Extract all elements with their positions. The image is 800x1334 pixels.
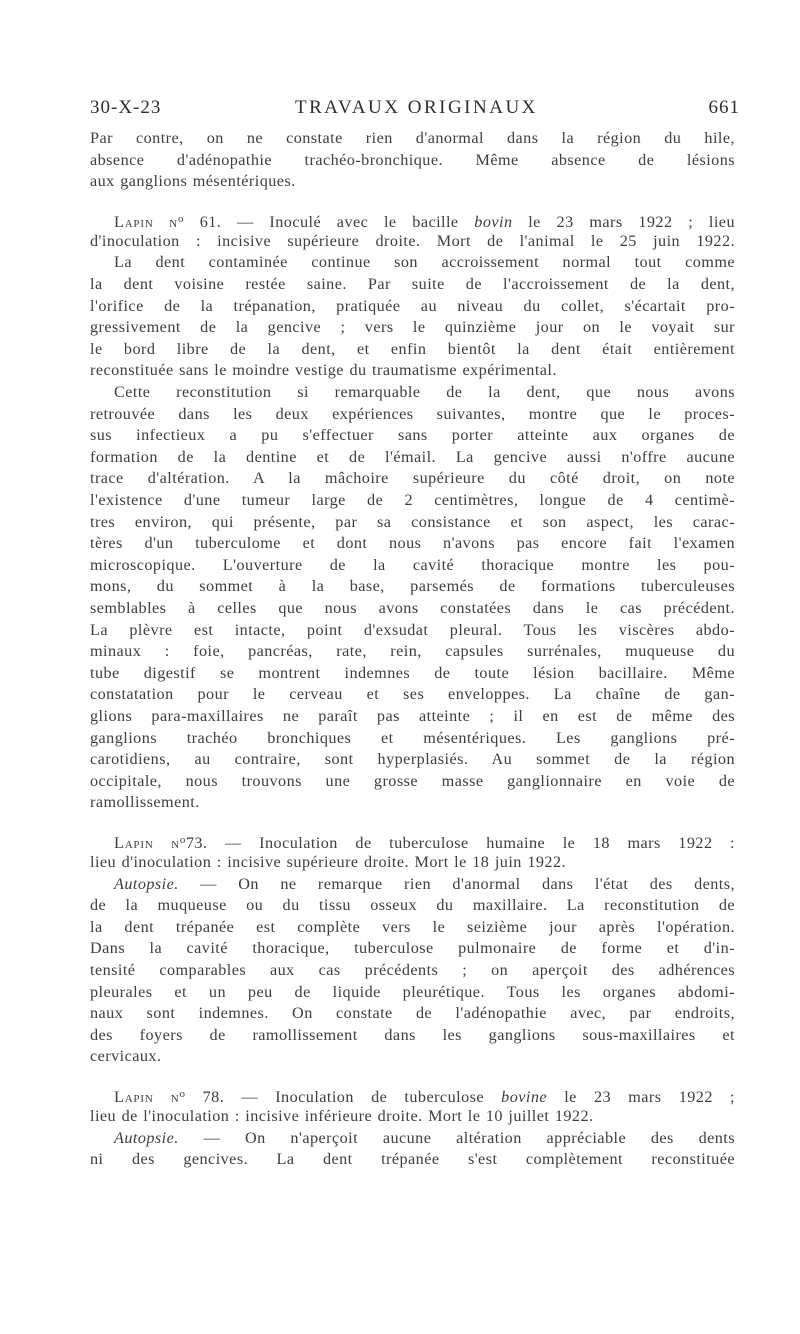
paragraph: [90, 128, 735, 193]
text-run: 61. — Inoculé avec le bacille: [184, 213, 475, 232]
page-number: 661: [708, 97, 740, 118]
text-line: lieu de l'inoculation : incisive inférieure droite. Mort le 10 juillet 1922.: [90, 1107, 594, 1126]
header-title: TRAVAUX ORIGINAUX: [295, 97, 538, 118]
paragraph: [90, 1084, 735, 1127]
text-line: tube digestif se montrent indemnes de toute lésion bacillaire. Même: [90, 663, 735, 682]
paragraph: [90, 209, 735, 382]
text-line: minaux : foie, pancréas, rate, rein, capsules surrénales, muqueuse du: [90, 642, 735, 661]
paragraph: [90, 1128, 735, 1171]
text-line: de la muqueuse ou du tissu osseux du maxillaire. La reconstitution de: [90, 896, 735, 915]
text-line: carotidiens, au contraire, sont hyperplasiés. Au sommet de la région: [90, 750, 735, 769]
text-line: Par contre, on ne constate rien d'anormal dans la région du hile,: [90, 129, 735, 147]
text-line: absence d'adénopathie trachéo-bronchique. Même absence de lésions: [90, 150, 735, 169]
text-line: d'inoculation : incisive supérieure droite. Mort de l'animal le 25 juin 1922.: [90, 231, 735, 250]
text-run: 78. — Inoculation de tuberculose: [185, 1088, 502, 1107]
number-abbrev: n: [170, 1088, 180, 1107]
paragraph: [90, 382, 735, 814]
document-body: [90, 128, 735, 1171]
emphasis: bovine: [501, 1088, 548, 1107]
text-line: cervicaux.: [90, 1047, 162, 1066]
text-line: [90, 1084, 735, 1106]
paragraph: [90, 830, 735, 873]
text-line: Cette reconstitution si remarquable de la dent, que nous avons: [114, 383, 735, 402]
text-line: l'existence d'une tumeur large de 2 centimètres, longue de 4 centimè-: [90, 491, 735, 509]
text-line: [90, 209, 735, 231]
text-run: — On n'aperçoit aucune altération appréciable des dents: [178, 1128, 735, 1147]
text-run: — On ne remarque rien d'anormal dans l'état des dents,: [178, 874, 735, 893]
text-line: occipitale, nous trouvons une grosse masse ganglionnaire en voie de: [90, 771, 735, 790]
text-line: tres environ, qui présente, par sa consistance et son aspect, les carac-: [90, 512, 735, 531]
header-date: 30-X-23: [90, 97, 162, 118]
text-line: semblables à celles que nous avons constatées dans le cas précédent.: [90, 598, 735, 617]
text-line: aux ganglions mésentériques.: [90, 172, 296, 191]
number-abbrev: n: [169, 213, 179, 232]
text-line: Dans la cavité thoracique, tuberculose pulmonaire de forme et d'in-: [90, 939, 735, 958]
text-line: ramollissement.: [90, 793, 200, 812]
text-line: l'orifice de la trépanation, pratiquée au niveau du collet, s'écartait pro-: [90, 296, 735, 315]
text-line: mons, du sommet à la base, parsemés de formations tuberculeuses: [90, 577, 735, 596]
text-line: naux sont indemnes. On constate de l'adénopathie avec, par endroits,: [90, 1004, 735, 1023]
text-line: La plèvre est intacte, point d'exsudat pleural. Tous les viscères abdo-: [90, 620, 735, 639]
text-line: ganglions trachéo bronchiques et mésentériques. Les ganglions pré-: [90, 728, 735, 747]
running-header: [90, 97, 740, 127]
paragraph: [90, 874, 735, 1068]
text-line: [90, 1128, 735, 1150]
text-line: La dent contaminée continue son accroissement normal tout comme: [114, 253, 735, 272]
text-line: formation de la dentine et de l'émail. La gencive aussi n'offre aucune: [90, 447, 735, 466]
text-line: le bord libre de la dent, et enfin bientôt la dent était entièrement: [90, 339, 735, 358]
text-line: sus infectieux a pu s'effectuer sans porter atteinte aux organes de: [90, 426, 735, 445]
number-sup: o: [179, 834, 186, 847]
text-line: des foyers de ramollissement dans les ganglions sous-maxillaires et: [90, 1025, 735, 1044]
emphasis: bovin: [474, 213, 513, 232]
text-line: tères d'un tuberculome et dont nous n'avons pas encore fait l'examen: [90, 534, 735, 553]
number-sup: o: [179, 1088, 186, 1101]
text-line: pleurales et un peu de liquide pleurétique. Tous les organes abdomi-: [90, 982, 735, 1001]
section-lead: Autopsie.: [114, 1128, 179, 1147]
specimen-label: Lapin: [114, 1088, 154, 1107]
text-line: [90, 874, 735, 896]
section-lead: Autopsie.: [114, 874, 179, 893]
text-line: [90, 830, 735, 852]
text-line: tensité comparables aux cas précédents ; on aperçoit des adhérences: [90, 960, 735, 979]
text-run: le 23 mars 1922 ;: [547, 1088, 735, 1107]
text-line: constatation pour le cerveau et ses enveloppes. La chaîne de gan-: [90, 685, 735, 704]
text-line: la dent voisine restée saine. Par suite de l'accroissement de la dent,: [90, 275, 735, 294]
specimen-label: Lapin: [114, 834, 154, 853]
text-line: glions para-maxillaires ne paraît pas atteinte ; il en est de même des: [90, 706, 735, 725]
text-line: retrouvée dans les deux expériences suivantes, montre que le proces-: [90, 404, 735, 423]
text-line: lieu d'inoculation : incisive supérieure droite. Mort le 18 juin 1922.: [90, 853, 566, 871]
text-line: reconstituée sans le moindre vestige du traumatisme expérimental.: [90, 361, 557, 380]
text-line: trace d'altération. A la mâchoire supérieure du côté droit, on note: [90, 469, 735, 488]
text-line: la dent trépanée est complète vers le seizième jour après l'opération.: [90, 917, 735, 936]
text-line: ni des gencives. La dent trépanée s'est complètement reconstituée: [90, 1150, 735, 1169]
number-abbrev: n: [171, 834, 180, 853]
text-run: le 23 mars 1922 ; lieu: [512, 213, 735, 232]
text-line: microscopique. L'ouverture de la cavité thoracique montre les pou-: [90, 555, 735, 574]
specimen-label: Lapin: [114, 213, 154, 232]
number-sup: o: [178, 213, 184, 226]
text-line: gressivement de la gencive ; vers le quinzième jour on le voyait sur: [90, 318, 735, 337]
text-run: 73. — Inoculation de tuberculose humaine le 18 mars 1922 :: [185, 834, 735, 853]
